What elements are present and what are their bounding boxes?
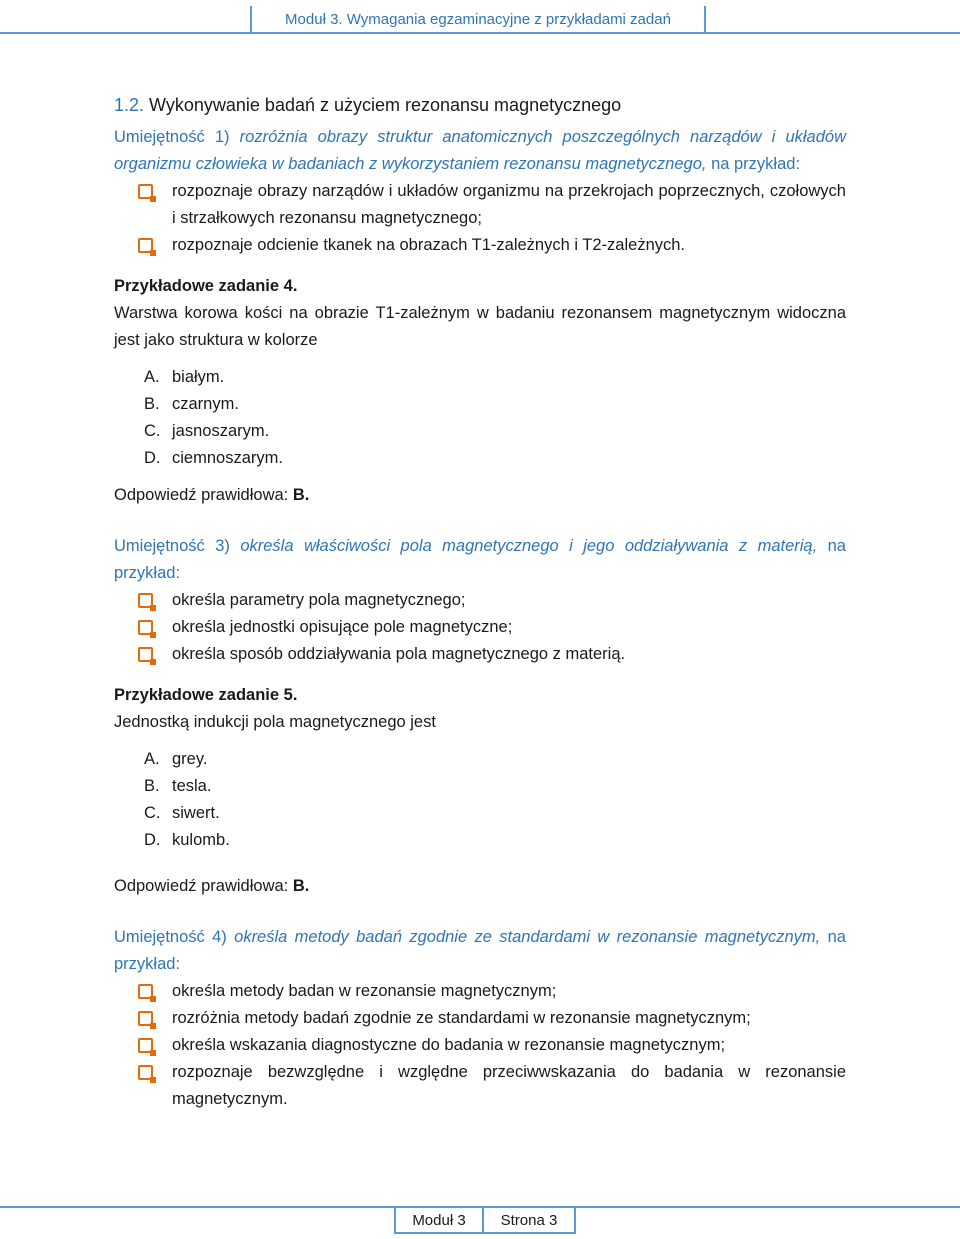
list-item: określa wskazania diagnostyczne do badania w rezonansie magnetycznym;	[138, 1032, 846, 1059]
skill-label: Umiejętność 1)	[114, 128, 230, 146]
task-5-answers	[144, 746, 846, 854]
skill-4	[114, 924, 846, 978]
header-rule-left	[0, 32, 250, 34]
task-5-title: Przykładowe zadanie 5.	[114, 686, 298, 704]
skill-suffix: na przykład:	[711, 155, 801, 173]
answer-option: D. ciemnoszarym.	[144, 449, 283, 467]
skill-suffix: na przykład:	[114, 537, 846, 582]
checkbox-bullet-icon	[138, 238, 153, 253]
document-body	[114, 92, 846, 1113]
answer-option: D. kulomb.	[144, 831, 230, 849]
checkbox-bullet-icon	[138, 1038, 153, 1053]
task-5-question: Jednostką indukcji pola magnetycznego jest	[114, 713, 436, 731]
list-item: określa parametry pola magnetycznego;	[138, 587, 846, 614]
answer-option: A. białym.	[144, 368, 225, 386]
answer-option: C. jasnoszarym.	[144, 422, 270, 440]
list-item: rozpoznaje obrazy narządów i układów organizmu na przekrojach poprzecznych, czołowych i strzałkowych rezonansu magnetycznego;	[138, 178, 846, 232]
skill-text: określa właściwości pola magnetycznego i jego oddziaływania z materią,	[240, 537, 818, 555]
section-number: 1.2.	[114, 95, 145, 115]
section-heading	[114, 92, 846, 118]
skill-text: określa metody badań zgodnie ze standardami w rezonansie magnetycznym,	[234, 928, 821, 946]
answer-option: C. siwert.	[144, 804, 220, 822]
footer-rule-left	[0, 1206, 394, 1208]
skill-1	[114, 124, 846, 178]
page-header	[250, 6, 706, 34]
answer-option: B. tesla.	[144, 777, 212, 795]
task-4-answers	[144, 364, 846, 472]
list-item: rozpoznaje bezwzględne i względne przeciwwskazania do badania w rezonansie magnetycznym.	[138, 1059, 846, 1113]
checkbox-bullet-icon	[138, 184, 153, 199]
checkbox-bullet-icon	[138, 620, 153, 635]
checkbox-bullet-icon	[138, 647, 153, 662]
checkbox-bullet-icon	[138, 593, 153, 608]
task-5-correct-answer: Odpowiedź prawidłowa: B.	[114, 877, 310, 895]
list-item: rozróżnia metody badań zgodnie ze standardami w rezonansie magnetycznym;	[138, 1005, 846, 1032]
checkbox-bullet-icon	[138, 1065, 153, 1080]
answer-option: A. grey.	[144, 750, 208, 768]
task-4-correct-answer: Odpowiedź prawidłowa: B.	[114, 486, 310, 504]
list-item: określa metody badan w rezonansie magnetycznym;	[138, 978, 846, 1005]
list-item: rozpoznaje odcienie tkanek na obrazach T1-zależnych i T2-zależnych.	[138, 232, 846, 259]
skill-3	[114, 533, 846, 587]
task-4-title: Przykładowe zadanie 4.	[114, 277, 298, 295]
skill-text: rozróżnia obrazy struktur anatomicznych poszczególnych narządów i układów organizmu człowieka w badaniach z wykorzystaniem rezonansu magnetycznego,	[114, 128, 846, 173]
section-title: Wykonywanie badań z użyciem rezonansu magnetycznego	[149, 95, 622, 115]
skill-suffix: na przykład:	[114, 928, 846, 973]
skill-label: Umiejętność 3)	[114, 537, 230, 555]
header-rule-right	[706, 32, 960, 34]
footer-module: Moduł 3	[394, 1206, 484, 1234]
skill-1-bullets	[138, 178, 846, 259]
list-item: określa sposób oddziaływania pola magnetycznego z materią.	[138, 641, 846, 668]
answer-option: B. czarnym.	[144, 395, 239, 413]
checkbox-bullet-icon	[138, 984, 153, 999]
header-title: Moduł 3. Wymagania egzaminacyjne z przykładami zadań	[285, 10, 671, 28]
skill-4-bullets	[138, 978, 846, 1113]
footer-rule-right	[576, 1206, 960, 1208]
skill-3-bullets	[138, 587, 846, 668]
list-item: określa jednostki opisujące pole magnetyczne;	[138, 614, 846, 641]
task-4-question: Warstwa korowa kości na obrazie T1-zależnym w badaniu rezonansem magnetycznym widoczna jest jako struktura w kolorze	[114, 304, 846, 349]
footer-page-number: Strona 3	[482, 1206, 576, 1234]
skill-label: Umiejętność 4)	[114, 928, 227, 946]
checkbox-bullet-icon	[138, 1011, 153, 1026]
